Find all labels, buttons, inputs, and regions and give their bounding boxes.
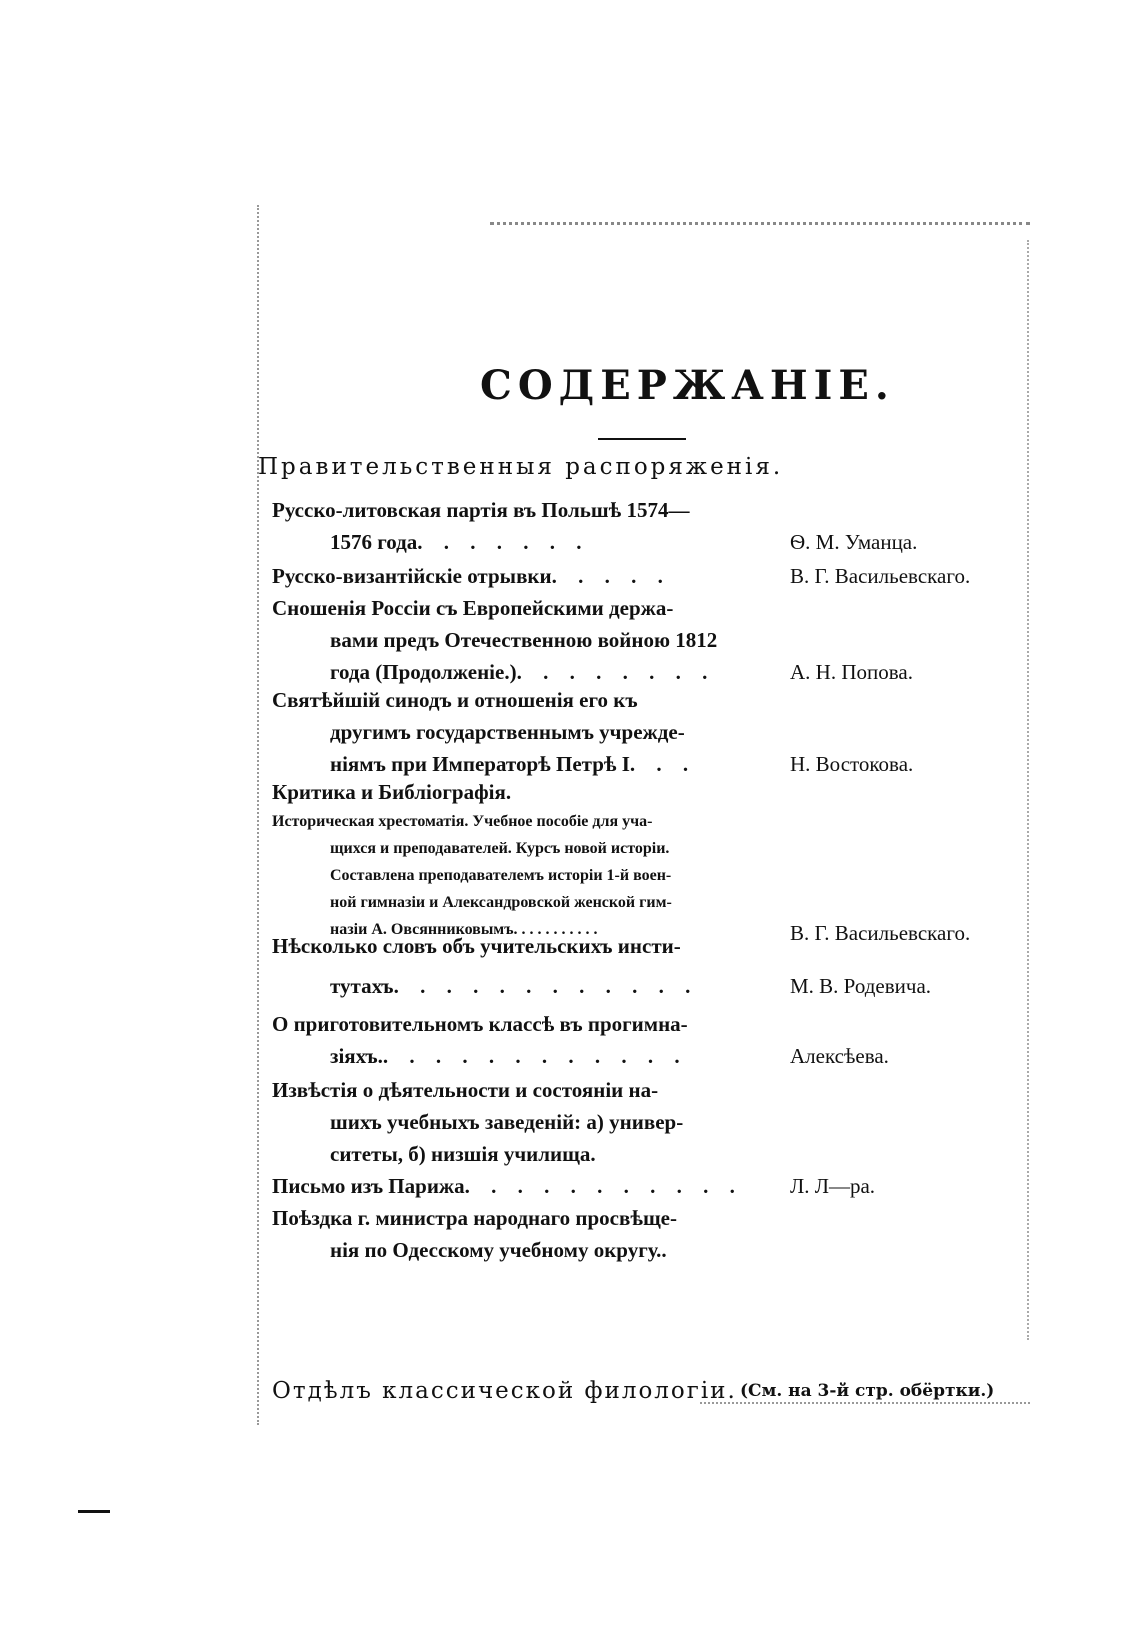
entry-heading: Критика и Библіографія. [272,780,512,804]
entry-line: Письмо изъ Парижа. . . . . . . . . . . Л. Л—ра. [272,1170,1012,1202]
entry-author: М. В. Родевича. [790,974,932,998]
entry-line: Святѣйшій синодъ и отношенія его къ [272,688,638,712]
frame-left-line [257,205,259,1425]
entry-author: А. Н. Попова. [790,660,913,684]
entry-line: Сношенія Россіи съ Европейскими держа- [272,596,674,620]
entry-line: ной гимназіи и Александровской женской гим- [330,894,672,911]
entry-line: года (Продолженіе.). . . . . . . . А. Н. Попова. [272,656,1012,688]
entry-line: 1576 года. . . . . . . Ѳ. М. Уманца. [272,526,1012,558]
frame-top-line [490,222,1030,225]
entry-line: назіи А. Овсянниковымъ. . . . . . . . . . . В. Г. Васильевскаго. [330,921,971,945]
section-heading: Правительственныя распоряженія. [258,454,784,480]
entry-line: Русско-литовская партія въ Польшѣ 1574— [272,498,690,522]
frame-right-line [1027,240,1029,1340]
entry-line: ніямъ при Императорѣ Петрѣ I. . . Н. Востокова. [272,748,1012,780]
entry-author: В. Г. Васильевскаго. [790,564,971,588]
toc-entry [272,592,1012,688]
toc-entry [272,930,1012,1002]
entry-author: Ѳ. М. Уманца. [790,530,918,554]
entry-line: шихъ учебныхъ заведеній: а) универ- [330,1110,684,1134]
entry-line: О приготовительномъ классѣ въ прогимна- [272,1012,688,1036]
entry-line: ситеты, б) низшія училища. [330,1142,596,1166]
toc-entry [272,1202,1012,1266]
toc-entry [272,1074,1012,1170]
toc-entry [272,560,1012,592]
entry-line: Нѣсколько словъ объ учительскихъ инсти- [272,934,681,958]
entry-line: зіяхъ.. . . . . . . . . . . . Алексѣева. [272,1040,1012,1072]
toc-entry [272,1008,1012,1072]
footer-section-title: Отдѣлъ классической филологіи. [272,1378,737,1404]
entry-line: другимъ государственнымъ учрежде- [330,720,685,744]
entry-line: Русско-византійскіе отрывки. . . . . В. Г. Васильевскаго. [272,560,1012,592]
entry-author: В. Г. Васильевскаго. [790,921,971,945]
entry-line: Поѣздка г. министра народнаго просвѣще- [272,1206,677,1230]
entry-author: Л. Л—ра. [790,1174,876,1198]
title-rule [598,438,686,440]
entry-line: Историческая хрестоматія. Учебное пособіе для уча- [272,813,653,830]
toc-entry [272,1170,1012,1202]
toc-entry [272,684,1012,780]
entry-line: нія по Одесскому учебному округу.. [330,1238,675,1262]
footer-note: (См. на 3-й стр. обёртки.) [740,1381,995,1401]
margin-dash [78,1510,110,1513]
entry-line: щихся и преподавателей. Курсъ новой исторіи. [330,840,670,857]
toc-entry [272,494,1012,558]
entry-line: тутахъ. . . . . . . . . . . . М. В. Родевича. [272,970,1012,1002]
page-title: СОДЕРЖАНІЕ. [480,362,895,409]
entry-line: вами предъ Отечественною войною 1812 [330,628,718,652]
toc-entry [272,776,1012,943]
entry-author: Алексѣева. [790,1044,889,1068]
entry-author: Н. Востокова. [790,752,914,776]
frame-bottom-line [700,1402,1030,1404]
entry-line: Составлена преподавателемъ исторіи 1-й воен- [330,867,672,884]
entry-line: Извѣстія о дѣятельности и состояніи на- [272,1078,659,1102]
